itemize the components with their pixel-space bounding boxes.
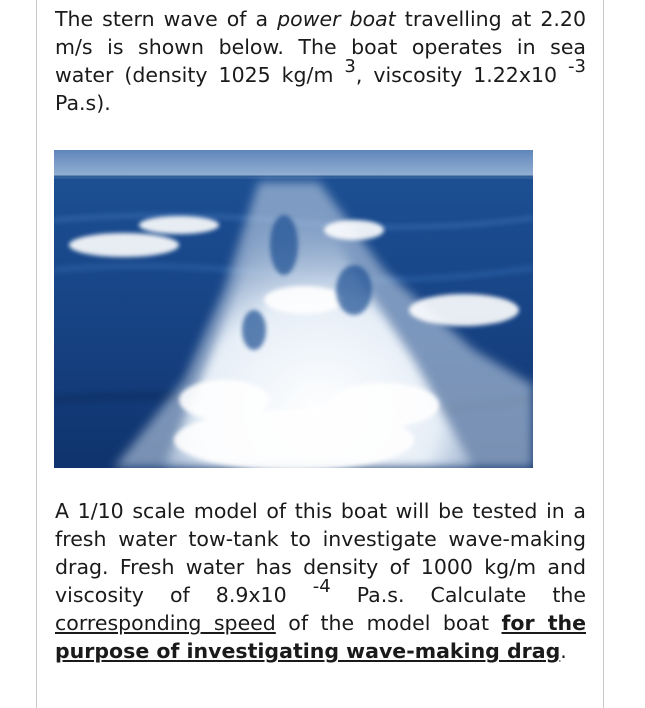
underlined-corresponding-speed: corresponding speed [55,611,276,635]
question-paragraph-2 [55,497,586,665]
superscript-exponent: -3 [568,56,586,77]
italic-power-boat: power boat [277,7,396,31]
superscript-exponent: 3 [344,56,356,77]
text-segment: Pa.s. Calculate the [330,583,587,607]
text-segment: . [560,639,567,663]
question-paragraph-1 [55,5,586,117]
text-segment: travelling at 2.20 m/s is shown below. The boat operates in sea water (density 1025 kg/m [55,7,586,87]
text-segment: of the model boat [275,611,502,635]
text-segment: , viscosity 1.22x10 [355,63,569,87]
bold-underlined-purpose: for the purpose of investigating wave-making drag [55,611,586,663]
superscript-exponent: -4 [312,576,331,597]
text-segment: A 1/10 scale model of this boat will be tested in a fresh water tow-tank to investigate wave-making drag. Fresh water has density of 1000 kg/m and viscosity of 8.9x10 [55,499,586,607]
text-segment: Pa.s). [55,91,111,115]
boat-wake-photo [54,150,533,468]
text-segment: The stern wave of a [55,7,278,31]
